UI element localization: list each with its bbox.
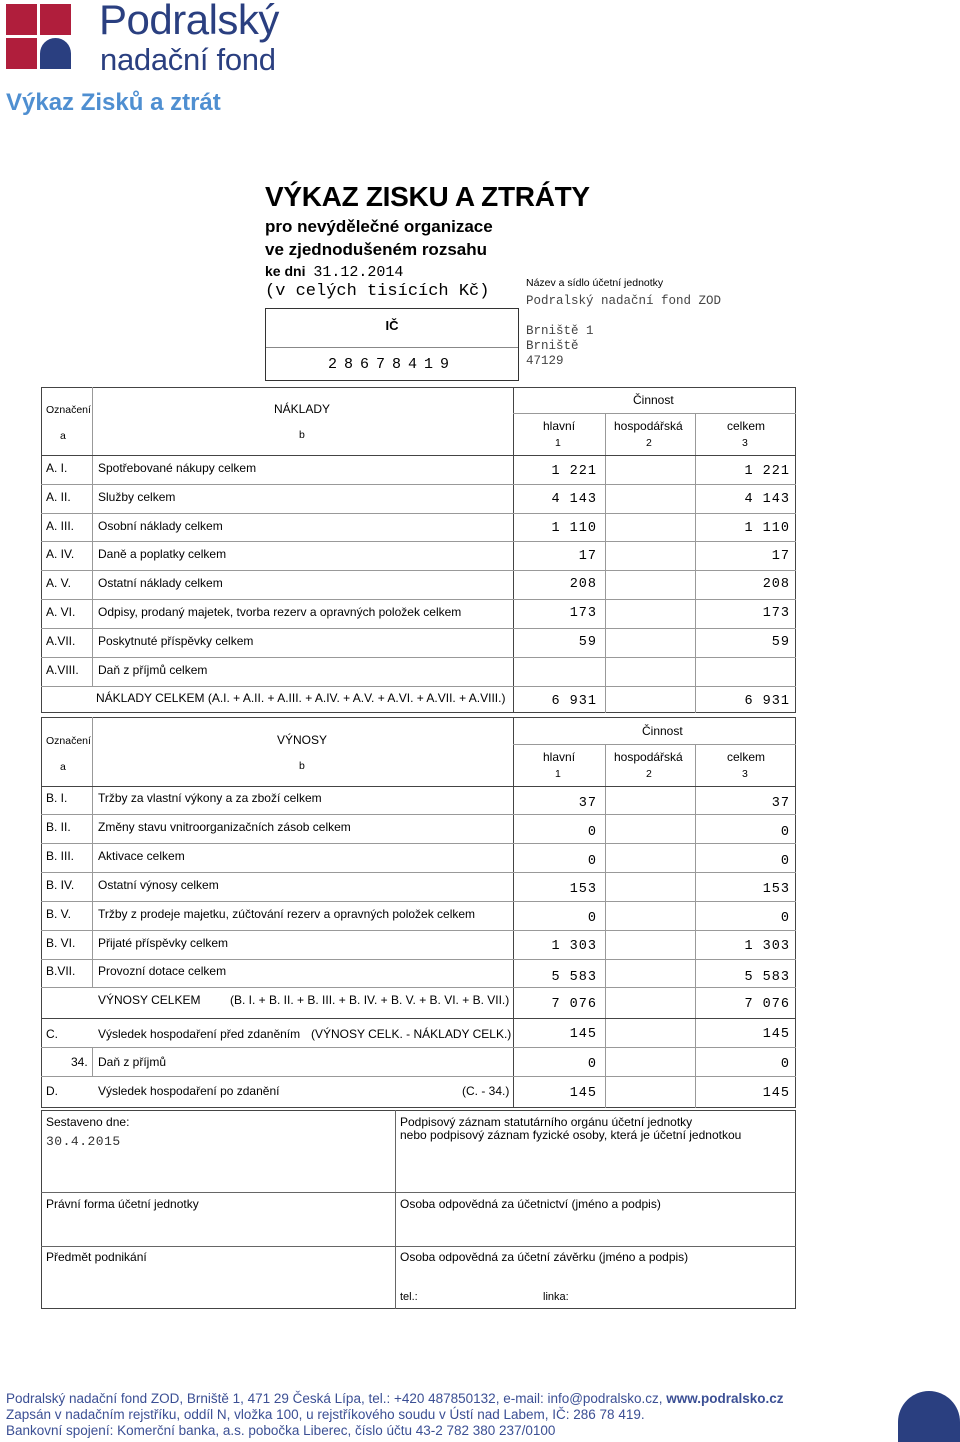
costs-col-b: b (299, 429, 305, 441)
report-date-value: 31.12.2014 (313, 264, 404, 281)
row-value-total: 0 (780, 1057, 790, 1072)
row-value-total: 5 583 (744, 970, 790, 985)
ic-box (265, 308, 519, 381)
osoba-zaverka-label: Osoba odpovědná za účetní závěrku (jméno a podpis) (400, 1250, 689, 1264)
form-subtitle-2: ve zjednodušeném rozsahu (265, 240, 487, 259)
row-value-main: 153 (569, 882, 597, 897)
row-value-main: 59 (578, 635, 597, 650)
costs-title: NÁKLADY (274, 402, 331, 416)
row-label: Změny stavu vnitroorganizačních zásob celkem (98, 820, 351, 834)
osoba-ucetnictvi-label: Osoba odpovědná za účetnictví (jméno a podpis) (400, 1197, 661, 1211)
revenues-col-hospodarska: hospodářská (614, 750, 683, 764)
revenues-col-a: a (60, 761, 66, 773)
units-note: (v celých tisících Kč) (265, 282, 490, 301)
row-label: Osobní náklady celkem (98, 519, 223, 533)
row-value-main: 0 (587, 1057, 597, 1072)
row-value-total: 0 (780, 854, 790, 869)
page-title: Výkaz Zisků a ztrát (6, 89, 221, 116)
row-value-total: 4 143 (744, 492, 790, 507)
row-value-total: 145 (762, 1027, 790, 1042)
costs-col-hospodarska: hospodářská (614, 419, 683, 433)
row-value-main: 4 143 (551, 492, 597, 507)
tel-label: tel.: (400, 1291, 418, 1303)
row-value-main: 173 (569, 606, 597, 621)
row-value-main: 145 (569, 1027, 597, 1042)
entity-street: Brniště 1 (526, 324, 594, 338)
row-code: A. II. (46, 490, 71, 504)
row-value-main: 0 (587, 825, 597, 840)
row-code: C. (46, 1027, 58, 1041)
row-label: Daně a poplatky celkem (98, 547, 227, 561)
costs-col-hlavni: hlavní (543, 419, 576, 433)
row-code: B. VI. (46, 936, 76, 950)
costs-col-num-3: 3 (742, 437, 748, 449)
row-code: A.VII. (46, 634, 76, 648)
entity-city: Brniště (526, 339, 579, 353)
row-value-main: 1 110 (551, 521, 597, 536)
row-label: Provozní dotace celkem (98, 964, 227, 978)
row-code: B. IV. (46, 878, 75, 892)
row-label: Výsledek hospodaření před zdaněním (98, 1027, 301, 1041)
row-formula: (VÝNOSY CELK. - NÁKLADY CELK.) (311, 1027, 512, 1041)
footer-line-3: Bankovní spojení: Komerční banka, a.s. pobočka Liberec, číslo účtu 43-2 782 380 237/0100 (6, 1423, 556, 1438)
entity-name: Podralský nadační fond ZOD (526, 294, 722, 308)
footer-line-2: Zapsán v nadačním rejstříku, oddíl N, vložka 100, u rejstříkového soudu v Ústí nad Labem, IČ: 286 78 419. (6, 1407, 645, 1422)
row-value-total: 153 (762, 882, 790, 897)
row-formula: (C. - 34.) (462, 1084, 510, 1098)
row-label: Daň z příjmů celkem (98, 663, 208, 677)
row-label: Ostatní výnosy celkem (98, 878, 219, 892)
row-value-total: 1 221 (744, 464, 790, 479)
sestaveno-value: 30.4.2015 (46, 1134, 121, 1149)
costs-col-cinnost: Činnost (633, 393, 674, 407)
row-value-main: 0 (587, 911, 597, 926)
row-value-main: 37 (578, 796, 597, 811)
form-title: VÝKAZ ZISKU A ZTRÁTY (265, 181, 590, 212)
row-code: B.VII. (46, 964, 76, 978)
row-label: Spotřebované nákupy celkem (98, 461, 257, 475)
costs-total-total: 6 931 (744, 694, 790, 709)
revenues-col-oznaceni: Označení (46, 735, 91, 747)
row-value-main: 1 303 (551, 939, 597, 954)
sestaveno-label: Sestaveno dne: (46, 1115, 130, 1129)
report-date-label: ke dni (265, 263, 306, 279)
row-code: A. VI. (46, 605, 76, 619)
form-subtitle-1: pro nevýdělečné organizace (265, 217, 493, 236)
revenues-col-num-1: 1 (555, 768, 561, 780)
row-label: Odpisy, prodaný majetek, tvorba rezerv a opravných položek celkem (98, 605, 462, 619)
row-value-total: 208 (762, 577, 790, 592)
row-value-total: 17 (771, 549, 790, 564)
entity-label: Název a sídlo účetní jednotky (526, 277, 664, 289)
row-code: B. I. (46, 791, 68, 805)
row-value-total: 173 (762, 606, 790, 621)
row-label: Ostatní náklady celkem (98, 576, 223, 590)
costs-col-oznaceni: Označení (46, 404, 91, 416)
revenues-col-cinnost: Činnost (642, 724, 683, 738)
revenues-col-num-2: 2 (646, 768, 652, 780)
costs-col-a: a (60, 430, 66, 442)
row-value-total: 37 (771, 796, 790, 811)
entity-zip: 47129 (526, 354, 564, 368)
footer-address: Podralský nadační fond ZOD, Brniště 1, 471 29 Česká Lípa, tel.: +420 487850132, e-mail: info@podralsko.cz, (6, 1391, 667, 1406)
row-value-main: 145 (569, 1086, 597, 1101)
row-code: A. V. (46, 576, 71, 590)
row-value-total: 0 (780, 825, 790, 840)
row-value-main: 5 583 (551, 970, 597, 985)
logo-square-br (40, 38, 71, 69)
row-code: B. V. (46, 907, 71, 921)
revenues-col-b: b (299, 760, 305, 772)
row-label: Daň z příjmů (98, 1055, 167, 1069)
row-value-total: 145 (762, 1086, 790, 1101)
row-code: A. III. (46, 519, 75, 533)
revenues-col-num-3: 3 (742, 768, 748, 780)
costs-col-num-1: 1 (555, 437, 561, 449)
row-code: B. III. (46, 849, 75, 863)
revenues-total-label: VÝNOSY CELKEM (98, 993, 201, 1007)
row-code: 34. (71, 1055, 88, 1069)
costs-total-label: NÁKLADY CELKEM (A.I. + A.II. + A.III. + A.IV. + A.V. + A.VI. + A.VII. + A.VIII.) (96, 691, 506, 705)
logo-square-tl (6, 4, 37, 35)
predmet-label: Předmět podnikání (46, 1250, 147, 1264)
row-value-main: 208 (569, 577, 597, 592)
costs-col-num-2: 2 (646, 437, 652, 449)
logo-square-tr (40, 4, 71, 35)
row-label: Tržby z prodeje majetku, zúčtování rezerv a opravných položek celkem (98, 907, 476, 921)
revenues-col-celkem: celkem (727, 750, 766, 764)
footer-website-link[interactable]: www.podralsko.cz (666, 1391, 784, 1406)
logo-text-line1: Podralský (99, 0, 279, 43)
linka-label: linka: (543, 1291, 569, 1303)
revenues-col-hlavni: hlavní (543, 750, 576, 764)
costs-total-main: 6 931 (551, 694, 597, 709)
row-value-main: 0 (587, 854, 597, 869)
revenues-total-total: 7 076 (744, 997, 790, 1012)
revenues-total-main: 7 076 (551, 997, 597, 1012)
podpis-line-1: Podpisový záznam statutárního orgánu účetní jednotky (400, 1115, 693, 1129)
row-label: Tržby za vlastní výkony a za zboží celkem (98, 791, 322, 805)
ic-value: 28678419 (327, 356, 456, 373)
costs-col-celkem: celkem (727, 419, 766, 433)
ic-label: IČ (385, 318, 399, 333)
report-date (265, 263, 403, 281)
row-label: Poskytnuté příspěvky celkem (98, 634, 254, 648)
row-value-total: 0 (780, 911, 790, 926)
footer-line-1 (6, 1391, 784, 1406)
row-value-main: 17 (578, 549, 597, 564)
row-label: Přijaté příspěvky celkem (98, 936, 229, 950)
decorative-corner-shape (898, 1391, 960, 1442)
row-label: Aktivace celkem (98, 849, 185, 863)
row-code: A. IV. (46, 547, 75, 561)
row-code: A. I. (46, 461, 68, 475)
logo-square-bl (6, 38, 37, 69)
row-value-main: 1 221 (551, 464, 597, 479)
row-value-total: 59 (771, 635, 790, 650)
revenues-total-formula: (B. I. + B. II. + B. III. + B. IV. + B. V. + B. VI. + B. VII.) (230, 993, 510, 1007)
row-label: Služby celkem (98, 490, 176, 504)
revenues-title: VÝNOSY (277, 733, 328, 747)
podpis-line-2: nebo podpisový záznam fyzické osoby, která je účetní jednotkou (400, 1128, 742, 1142)
pravni-forma-label: Právní forma účetní jednotky (46, 1197, 199, 1211)
row-code: B. II. (46, 820, 71, 834)
row-label: Výsledek hospodaření po zdanění (98, 1084, 280, 1098)
logo-text-line2: nadační fond (100, 42, 276, 77)
row-code: A.VIII. (46, 663, 79, 677)
row-value-total: 1 110 (744, 521, 790, 536)
row-code: D. (46, 1084, 58, 1098)
row-value-total: 1 303 (744, 939, 790, 954)
